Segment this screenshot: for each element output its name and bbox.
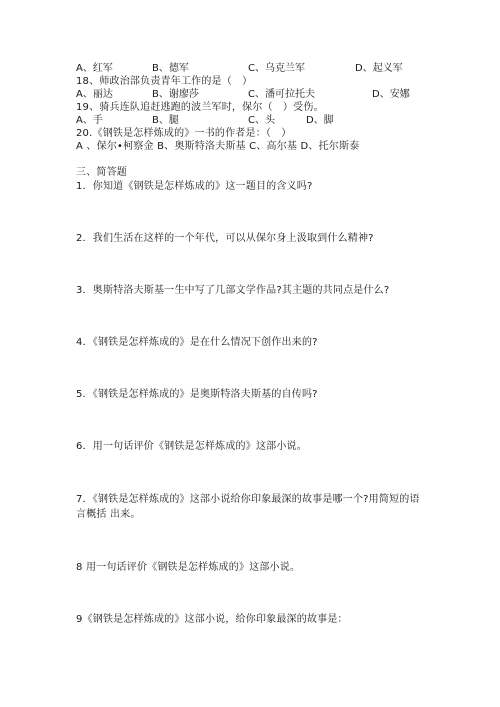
q19-stem: 19、骑兵连队追赶逃跑的波兰军时，保尔（ ）受伤。 xyxy=(76,102,324,113)
question-7-line-2: 言概括 出来。 xyxy=(76,509,141,520)
question-8: 8 用一句话评价《钢铁是怎样炼成的》这部小说。 xyxy=(76,562,301,573)
q17-option-d: D、起义军 xyxy=(355,63,403,74)
q20-stem: 20.《钢铁是怎样炼成的》一书的作者是：（ ） xyxy=(76,128,292,139)
section-title: 三、简答题 xyxy=(76,167,127,178)
question-4: 4．《钢铁是怎样炼成的》是在什么情况下创作出来的? xyxy=(76,337,318,348)
q17-option-a: A、红军 xyxy=(76,63,113,74)
q17-option-b: B、德军 xyxy=(152,63,189,74)
q19-option-d: D、脚 xyxy=(306,115,334,126)
q20-options: A 、保尔•柯察金 B、奥斯特洛夫斯基 C、高尔基 D、托尔斯泰 xyxy=(76,141,360,152)
q18-option-d: D、安娜 xyxy=(372,89,410,100)
question-6: 6．用一句话评价《钢铁是怎样炼成的》这部小说。 xyxy=(76,441,307,452)
question-2: 2．我们生活在这样的一个年代，可以从保尔身上汲取到什么精神? xyxy=(76,233,374,244)
q19-option-b: B、腿 xyxy=(152,115,179,126)
q18-option-b: B、谢廖莎 xyxy=(152,89,199,100)
q19-option-c: C、头 xyxy=(248,115,275,126)
question-1: 1．你知道《钢铁是怎样炼成的》这一题目的含义吗? xyxy=(76,181,313,192)
question-7-line-1: 7．《钢铁是怎样炼成的》这部小说给你印象最深的故事是哪一个?用简短的语 xyxy=(76,494,420,505)
question-3: 3．奥斯特洛夫斯基一生中写了几部文学作品?其主题的共同点是什么? xyxy=(76,285,390,296)
question-5: 5．《钢铁是怎样炼成的》是奥斯特洛夫斯基的自传吗? xyxy=(76,389,318,400)
q18-option-a: A、丽达 xyxy=(76,89,113,100)
q18-option-c: C、潘可拉托夫 xyxy=(248,89,315,100)
q18-stem: 18、师政治部负责青年工作的是（ ） xyxy=(76,76,253,87)
question-9: 9《钢铁是怎样炼成的》这部小说，给你印象最深的故事是： xyxy=(76,614,348,625)
q17-option-c: C、乌克兰军 xyxy=(248,63,305,74)
q19-option-a: A、手 xyxy=(76,115,103,126)
